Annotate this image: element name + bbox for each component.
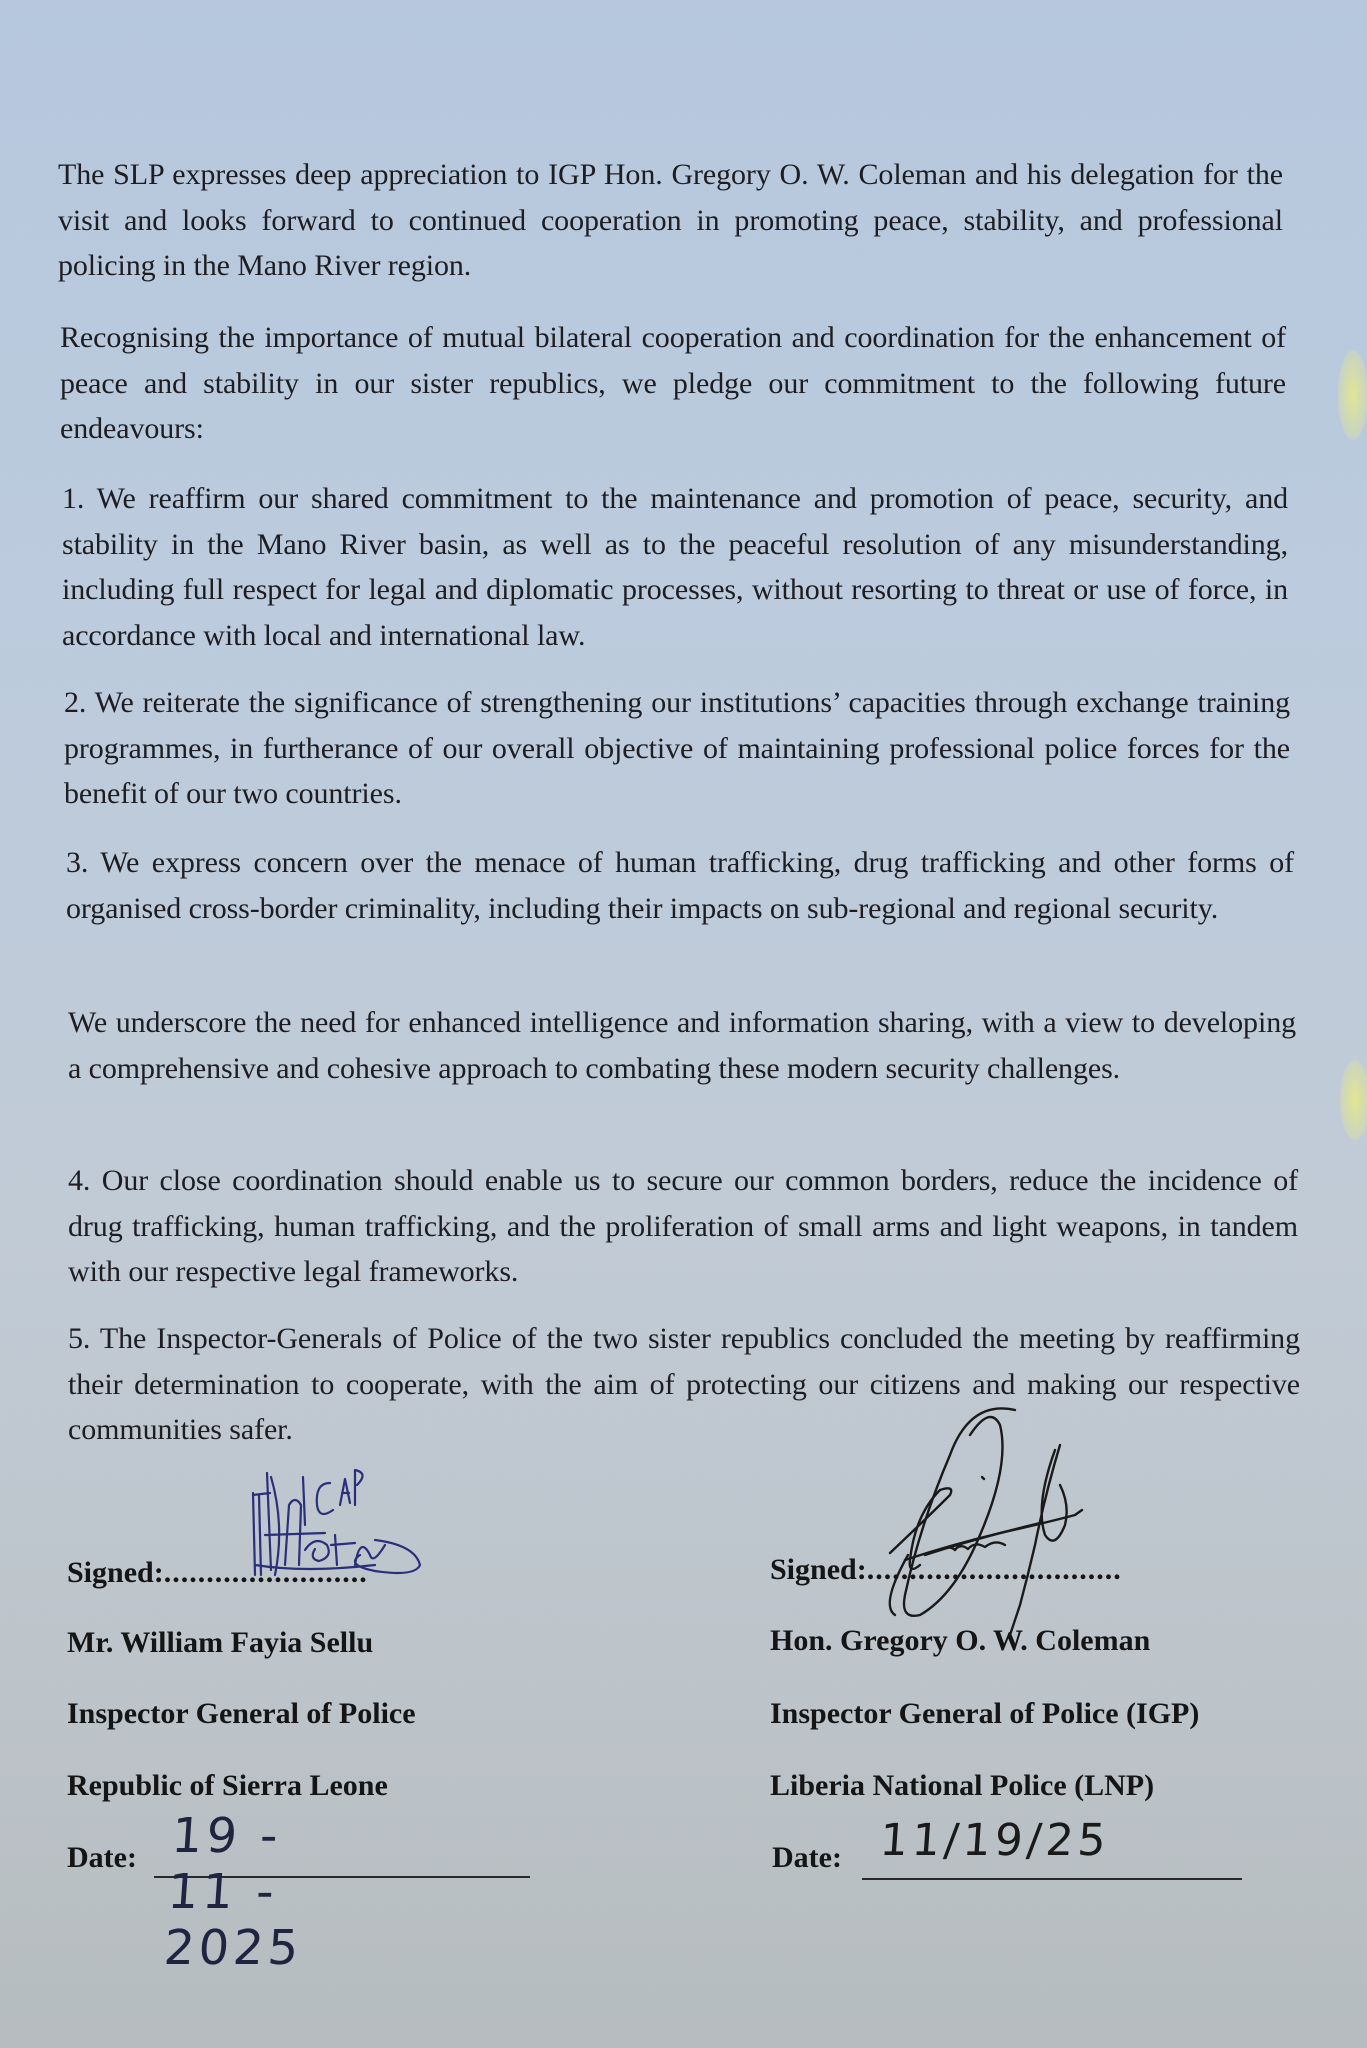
signatory-name-right: Hon. Gregory O. W. Coleman [770,1624,1151,1657]
signatory-title-left: Inspector General of Police [67,1697,416,1730]
paragraph-point-2: 2. We reiterate the significance of strengthening our institutions’ capacities through exchange training programmes, in furtherance of our overall objective of maintaining professional police forces for the benefit of our two countries. [64,686,1290,810]
paragraph-recognising: Recognising the importance of mutual bilateral cooperation and coordination for the enhancement of peace and stability in our sister republics, we pledge our commitment to the following future endeavours: [60,321,1286,445]
handwritten-date-right: 11/19/25 [878,1815,1112,1866]
signed-label-right: Signed: [770,1553,867,1586]
paragraph-point-1: 1. We reaffirm our shared commitment to the maintenance and promotion of peace, security, and stability in the Mano River basin, as well as to the peaceful resolution of any misunderstanding, including full respect for legal and diplomatic processes, without resorting to threat or use of force, in accordance with local and international law. [62,482,1288,652]
signatory-title-right: Inspector General of Police (IGP) [770,1697,1200,1730]
signed-label-left: Signed: [67,1556,164,1589]
paragraph-appreciation: The SLP expresses deep appreciation to IGP Hon. Gregory O. W. Coleman and his delegation for the visit and looks forward to continued cooperation in promoting peace, stability, and professional policing in the Mano River region. [58,158,1283,282]
signature-dots-left: ........................ [163,1556,368,1589]
paragraph-point-5: 5. The Inspector-Generals of Police of the two sister republics concluded the meeting by reaffirming their determination to cooperate, with the aim of protecting our citizens and making our respective communities safer. [68,1322,1300,1446]
handwritten-date-left: 19 - 11 - 2025 [162,1808,305,1976]
signatory-organization-left: Republic of Sierra Leone [67,1769,388,1802]
yellow-highlight-mark [1338,350,1367,440]
date-underline-right [862,1878,1242,1880]
paragraph-intelligence-sharing: We underscore the need for enhanced intelligence and information sharing, with a view to developing a comprehensive and cohesive approach to combating these modern security challenges. [68,1006,1296,1085]
yellow-highlight-mark [1340,1060,1367,1140]
signature-coleman [860,1405,1140,1635]
signatory-organization-right: Liberia National Police (LNP) [770,1769,1155,1802]
date-label-left: Date: [67,1841,137,1874]
signature-dots-right: .............................. [866,1553,1122,1586]
paragraph-point-3: 3. We express concern over the menace of human trafficking, drug trafficking and other forms of organised cross-border criminality, including their impacts on sub-regional and regional security. [66,846,1294,925]
date-label-right: Date: [772,1841,842,1874]
signatory-name-left: Mr. William Fayia Sellu [67,1626,374,1659]
paragraph-point-4: 4. Our close coordination should enable us to secure our common borders, reduce the incidence of drug trafficking, human trafficking, and the proliferation of small arms and light weapons, in tandem with our respective legal frameworks. [68,1164,1298,1288]
